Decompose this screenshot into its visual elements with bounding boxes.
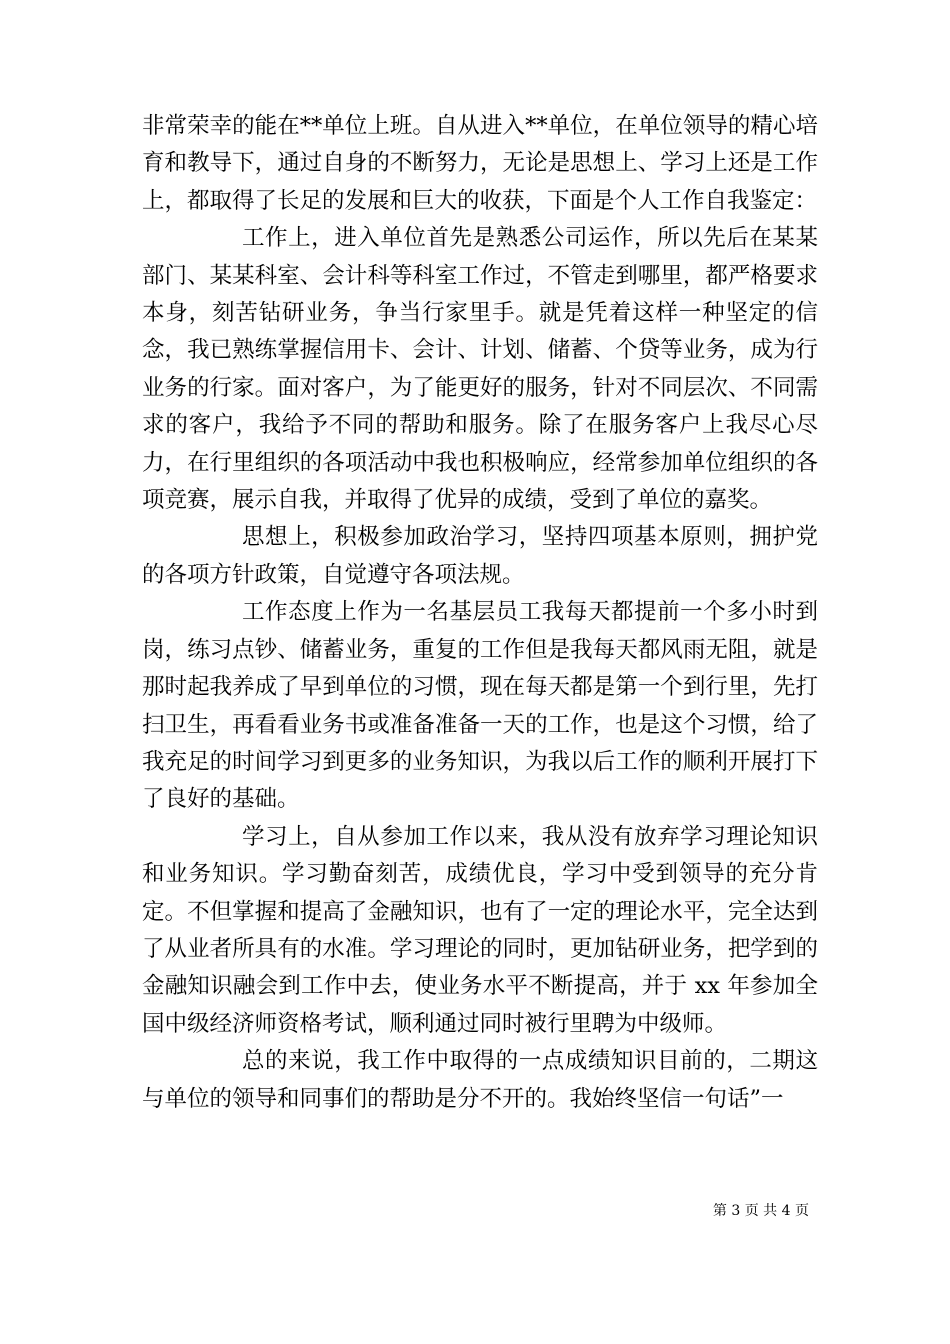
page-number: 第 3 页 共 4 页 xyxy=(712,1203,809,1219)
paragraph-work: 工作上，进入单位首先是熟悉公司运作，所以先后在某某部门、某某科室、会计科等科室工作过，不管走到哪里，都严格要求本身，刻苦钻研业务，争当行家里手。就是凭着这样一种坚定的信念，我已熟练掌握信用卡、会计、计划、储蓄、个贷等业务，成为行业务的行家。面对客户，为了能更好的服务，针对不同层次、不同需求的客户，我给予不同的帮助和服务。除了在服务客户上我尽心尽力，在行里组织的各项活动中我也积极响应，经常参加单位组织的各项竞赛，展示自我，并取得了优异的成绩，受到了单位的嘉奖。 xyxy=(142,225,818,514)
paragraph-intro: 非常荣幸的能在**单位上班。自从进入**单位，在单位领导的精心培育和教导下，通过自身的不断努力，无论是思想上、学习上还是工作上，都取得了长足的发展和巨大的收获，下面是个人工作自我鉴定： xyxy=(142,113,818,214)
paragraph-study: 学习上，自从参加工作以来，我从没有放弃学习理论知识和业务知识。学习勤奋刻苦，成绩优良，学习中受到领导的充分肯定。不但掌握和提高了金融知识，也有了一定的理论水平，完全达到了从业者所具有的水准。学习理论的同时，更加钻研业务，把学到的金融知识融会到工作中去，使业务水平不断提高，并于 xx 年参加全国中级经济师资格考试，顺利通过同时被行里聘为中级师。 xyxy=(142,823,818,1037)
paragraph-attitude: 工作态度上作为一名基层员工我每天都提前一个多小时到岗，练习点钞、储蓄业务，重复的工作但是我每天都风雨无阻，就是那时起我养成了早到单位的习惯，现在每天都是第一个到行里，先打扫卫生，再看看业务书或准备准备一天的工作，也是这个习惯，给了我充足的时间学习到更多的业务知识，为我以后工作的顺利开展打下了良好的基础。 xyxy=(142,599,818,813)
paragraph-thought: 思想上，积极参加政治学习，坚持四项基本原则，拥护党的各项方针政策，自觉遵守各项法规。 xyxy=(142,524,818,588)
paragraph-summary: 总的来说，我工作中取得的一点成绩知识目前的，二期这与单位的领导和同事们的帮助是分不开的。我始终坚信一句话”一 xyxy=(142,1048,818,1112)
document-body xyxy=(142,108,818,1118)
